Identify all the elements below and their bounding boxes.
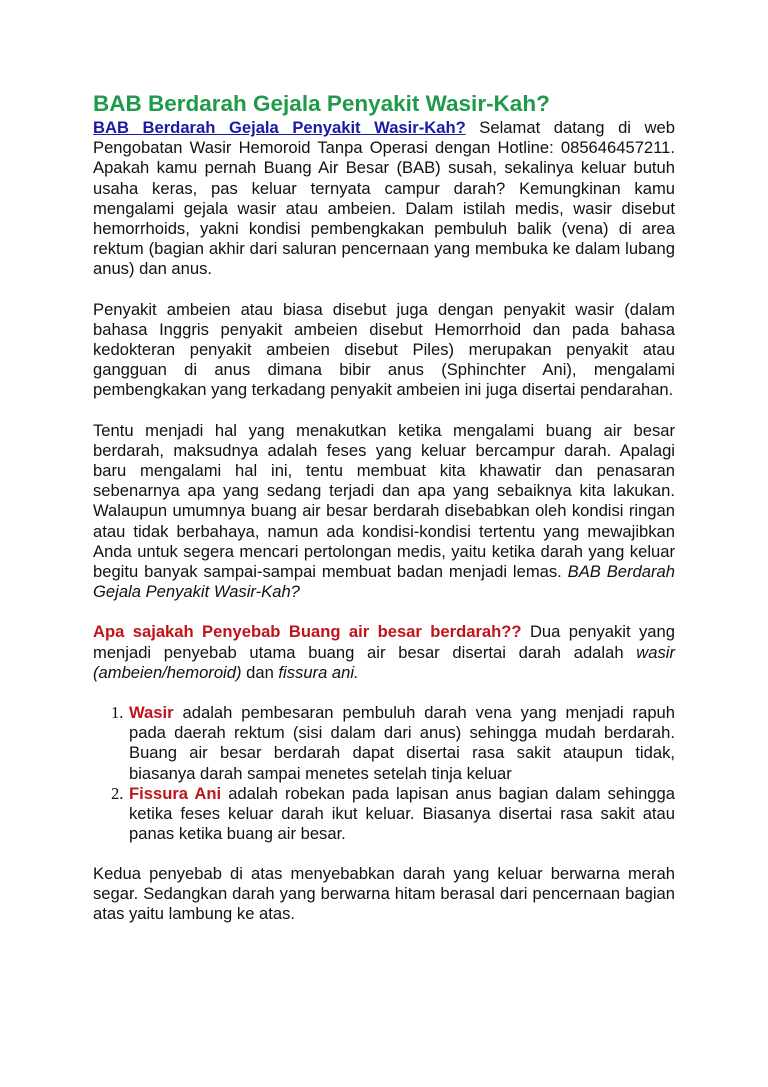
ambeien-paragraph: Penyakit ambeien atau biasa disebut juga dengan penyakit wasir (dalam bahasa Inggris penyakit ambeien disebut Hemorrhoid dan pada bahasa kedokteran penyakit ambeien disebut Piles) merupakan penyakit atau gangguan di anus dimana bibir anus (Sphinchter Ani), mengalami pembengkakan yang terkadang penyakit ambeien ini juga disertai pendarahan. [93, 299, 675, 400]
causes-paragraph [93, 622, 675, 683]
causes-heading: Apa sajakah Penyebab Buang air besar berdarah?? [93, 622, 522, 642]
causes-text-2: dan [241, 662, 279, 682]
bleeding-italic-title: BAB Berdarah Gejala Penyakit Wasir-Kah? [93, 562, 675, 602]
conclusion-paragraph: Kedua penyebab di atas menyebabkan darah yang keluar berwarna merah segar. Sedangkan darah yang berwarna hitam berasal dari pencernaan bagian atas yaitu lambung ke atas. [93, 863, 675, 923]
page-title: BAB Berdarah Gejala Penyakit Wasir-Kah? [93, 91, 550, 116]
intro-text: Selamat datang di web Pengobatan Wasir Hemoroid Tanpa Operasi dengan Hotline: 085646457211. Apakah kamu pernah Buang Air Besar (BAB) susah, sekalinya keluar butuh usaha keras, pas keluar ternyata campur darah? Kemungkinan kamu mengalami gejala wasir atau ambeien. Dalam istilah medis, wasir disebut hemorrhoids, yakni kondisi pembengkakan pembuluh balik (vena) di area rektum (bagian akhir dari saluran pencernaan yang membuka ke dalam lubang anus) dan anus. [93, 118, 675, 279]
intro-paragraph [93, 118, 675, 280]
list-item [93, 784, 675, 845]
list-text: adalah pembesaran pembuluh darah vena yang menjadi rapuh pada daerah rektum (sisi dalam dari anus) sehingga mudah berdarah. Buang air besar berdarah dapat disertai rasa sakit ataupun tidak, biasanya darah sampai menetes setelah tinja keluar [129, 703, 675, 783]
list-term: Fissura Ani [129, 783, 222, 803]
list-term: Wasir [129, 703, 174, 723]
bleeding-text: Tentu menjadi hal yang menakutkan ketika mengalami buang air besar berdarah, maksudnya adalah feses yang keluar bercampur darah. Apalagi baru mengalami hal ini, tentu membuat kita khawatir dan penasaran sebenarnya apa yang sedang terjadi dan apa yang sebaiknya kita lakukan. Walaupun umumnya buang air besar berdarah disebabkan oleh kondisi ringan atau tidak berbahaya, namun ada kondisi-kondisi tertentu yang mewajibkan Anda untuk segera mencari pertolongan medis, yaitu ketika darah yang keluar begitu banyak sampai-sampai membuat badan menjadi lemas. [93, 420, 675, 582]
causes-italic-2: fissura ani. [278, 662, 359, 682]
title-link[interactable]: BAB Berdarah Gejala Penyakit Wasir-Kah? [93, 118, 466, 137]
list-item [93, 703, 675, 784]
causes-italic-1: wasir (ambeien/hemoroid) [93, 642, 675, 682]
causes-text-1: Dua penyakit yang menjadi penyebab utama buang air besar disertai darah adalah [93, 622, 675, 662]
bleeding-paragraph [93, 421, 675, 603]
list-text: adalah robekan pada lapisan anus bagian dalam sehingga ketika feses keluar darah ikut keluar. Biasanya disertai rasa sakit atau panas ketika buang air besar. [129, 783, 675, 844]
causes-list [93, 703, 675, 844]
list-number: 1. [111, 703, 124, 723]
document-page [93, 90, 675, 944]
list-number: 2. [111, 783, 124, 803]
